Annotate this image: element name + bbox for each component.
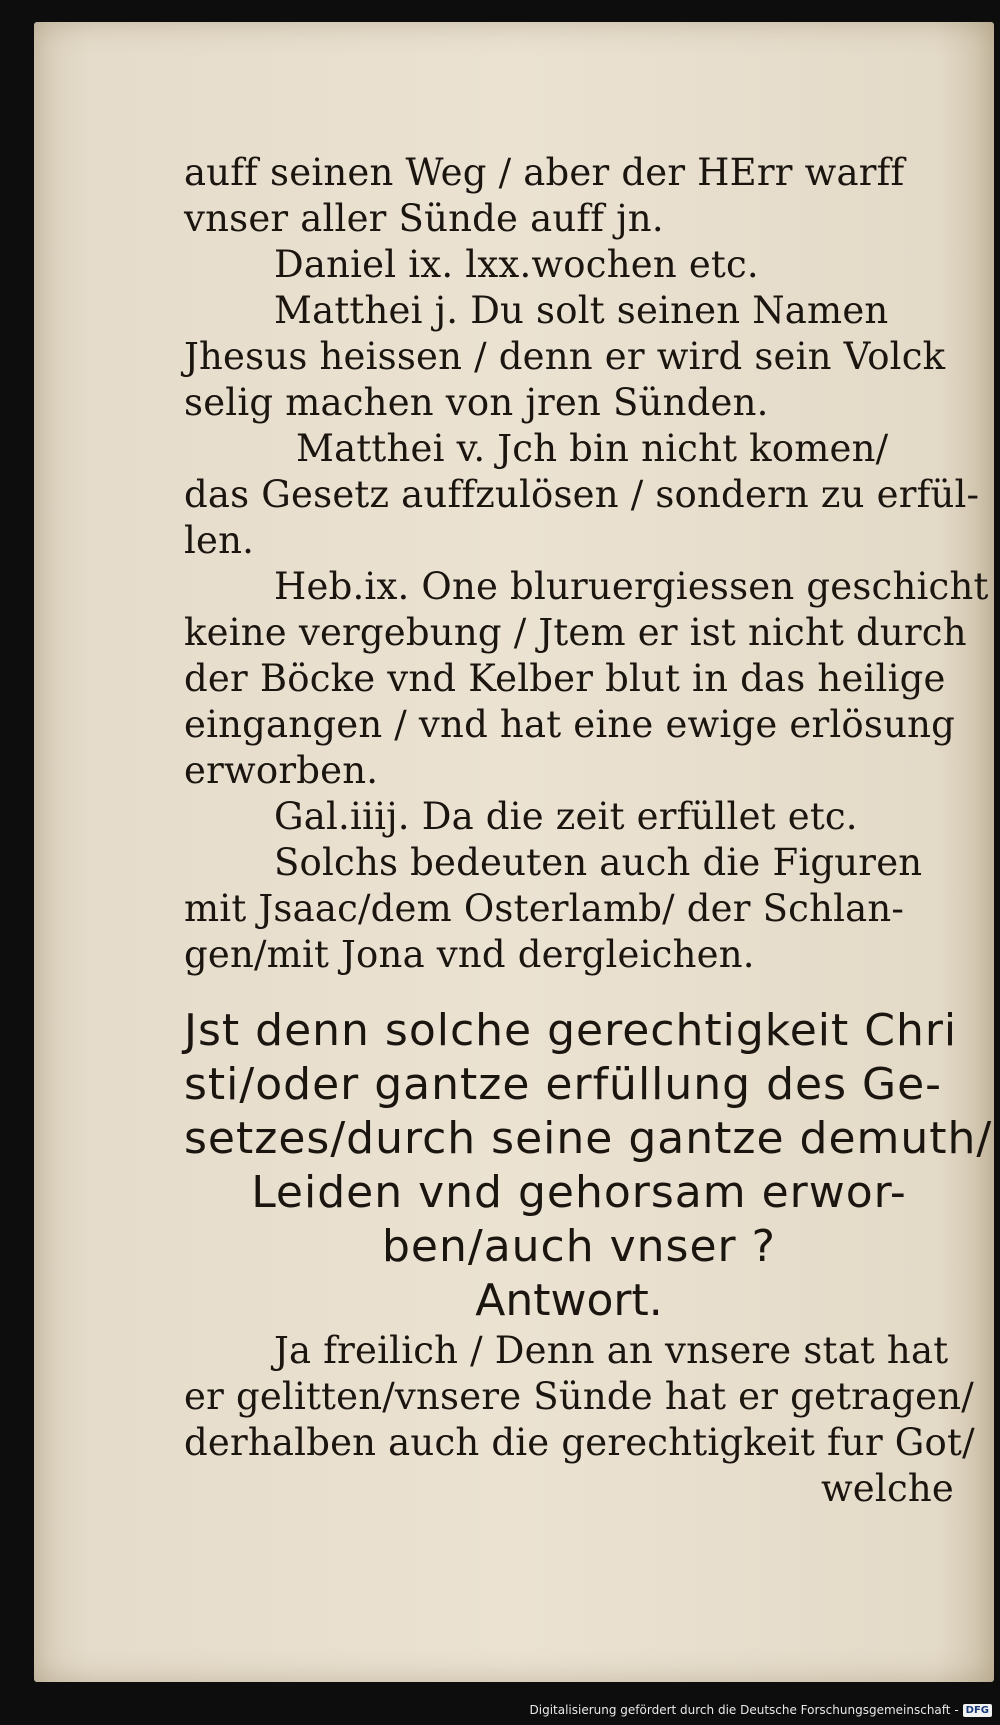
digitization-credit (530, 1703, 993, 1717)
answer-line: er gelitten/vnsere Sünde hat er getragen/ (184, 1375, 974, 1418)
text-line: len. (184, 519, 255, 562)
credit-text: Digitalisierung gefördert durch die Deutsche Forschungsgemeinschaft - (529, 1703, 959, 1717)
text-line: Gal.iiij. Da die zeit erfüllet etc. (274, 795, 858, 838)
text-line: erworben. (184, 749, 379, 792)
question-heading (184, 1004, 1000, 1274)
heading-line: Leiden vnd gehorsam erwor- (251, 1167, 907, 1218)
text-line: Matthei v. Jch bin nicht komen/ (296, 427, 889, 470)
heading-line: ben/auch vnser ? (382, 1221, 776, 1272)
text-line: gen/mit Jona vnd dergleichen. (184, 933, 755, 976)
answer-label: Antwort. (475, 1275, 663, 1326)
catchword: welche (820, 1467, 954, 1510)
text-line: Jhesus heissen / denn er wird sein Volck (184, 335, 946, 378)
text-line: vnser aller Sünde auff jn. (184, 197, 664, 240)
heading-line: sti/oder gantze erfüllung des Ge- (184, 1059, 943, 1110)
text-line: der Böcke vnd Kelber blut in das heilige (184, 657, 946, 700)
book-page (34, 22, 994, 1682)
answer-line: Ja freilich / Denn an vnsere stat hat (274, 1329, 949, 1372)
answer-line: derhalben auch die gerechtigkeit fur Got/ (184, 1421, 975, 1464)
heading-line: Jst denn solche gerechtigkeit Chri (184, 1005, 958, 1056)
text-line: mit Jsaac/dem Osterlamb/ der Schlan- (184, 887, 905, 930)
page-text (184, 150, 1000, 1512)
text-line: Solchs bedeuten auch die Figuren (274, 841, 923, 884)
dfg-logo: DFG (963, 1704, 992, 1717)
text-line: eingangen / vnd hat eine ewige erlösung (184, 703, 956, 746)
text-line: Heb.ix. One bluruergiessen geschicht (274, 565, 989, 608)
text-line: keine vergebung / Jtem er ist nicht durch (184, 611, 967, 654)
text-line: auff seinen Weg / aber der HErr warff (184, 151, 905, 194)
text-line: selig machen von jren Sünden. (184, 381, 769, 424)
text-line: Matthei j. Du solt seinen Namen (274, 289, 889, 332)
heading-line: setzes/durch seine gantze demuth/ (184, 1113, 993, 1164)
text-line: das Gesetz auffzulösen / sondern zu erfül- (184, 473, 980, 516)
text-line: Daniel ix. lxx.wochen etc. (274, 243, 759, 286)
